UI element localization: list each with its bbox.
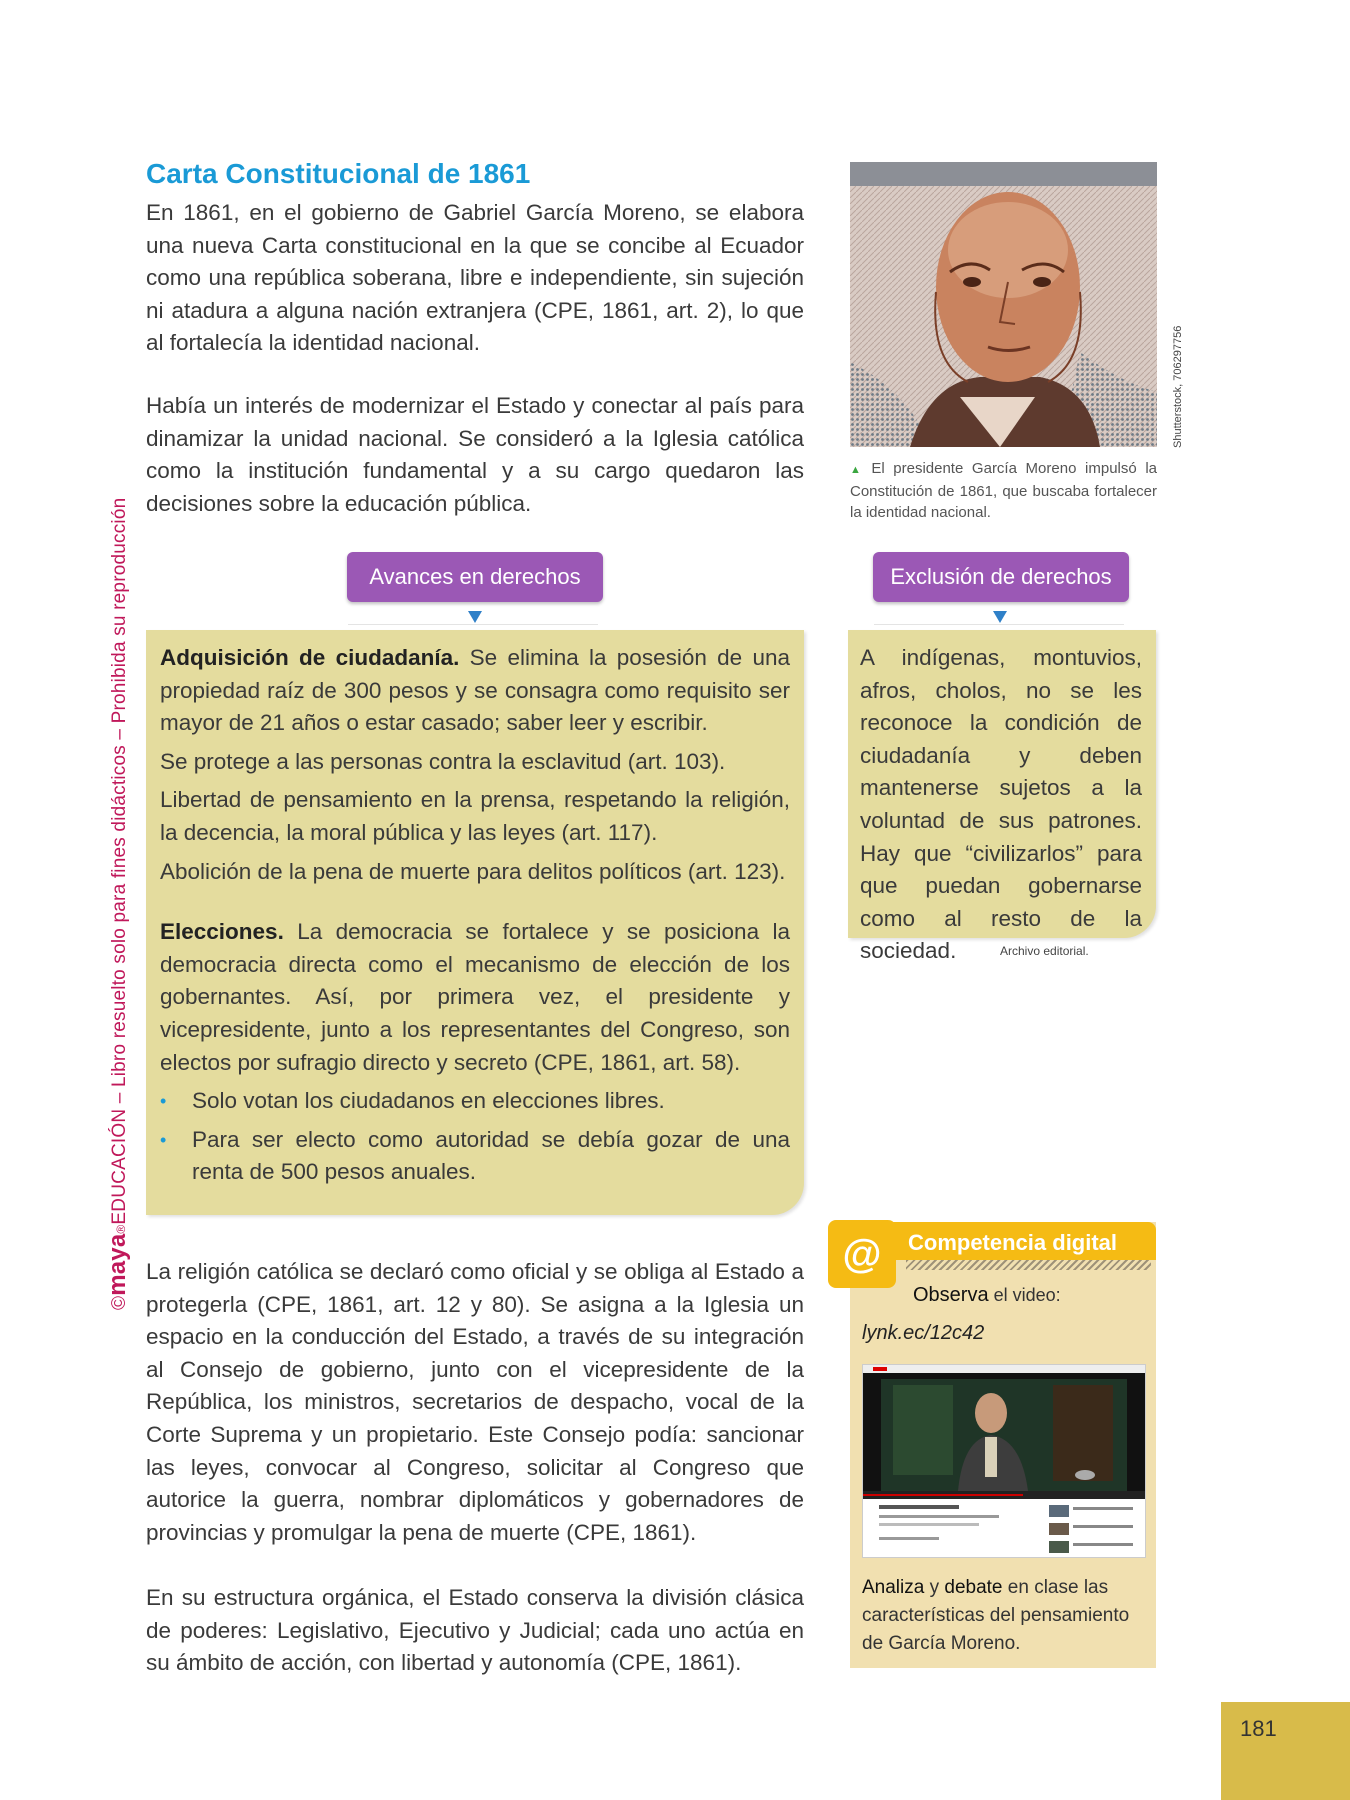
ciudadania-paragraph: [160, 642, 790, 740]
intro-paragraph-1: En 1861, en el gobierno de Gabriel García Moreno, se elabora una nueva Carta constitucional en la que se concibe al Ecuador como una república soberana, libre e independiente, sin sujeción ni atadura a alguna nación extranjera (CPE, 1861, art. 2), lo que al fortalecía la identidad nacional.: [146, 200, 804, 356]
registered-symbol: ®: [114, 1224, 128, 1234]
bullet-text: Para ser electo como autoridad se debía gozar de una renta de 500 pesos anuales.: [192, 1126, 790, 1185]
page-number: 181: [1240, 1716, 1277, 1741]
observe-bold: Observa: [913, 1284, 989, 1306]
debate-bold: debate: [944, 1577, 1003, 1598]
header-hatch: [906, 1260, 1151, 1270]
competencia-digital-title: Competencia digital: [908, 1230, 1118, 1255]
ciudadania-text: Se elimina la posesión de una propiedad raíz de 300 pesos y se consagra como requisito ser mayor de 21 años o estar casado; saber leer y escribir.: [160, 645, 790, 736]
copyright-symbol: ©: [109, 1295, 130, 1310]
sidebar-text: EDUCACIÓN – Libro resuelto solo para fines didácticos – Prohibida su reproducción: [109, 497, 130, 1225]
video-screenshot: [863, 1365, 1145, 1557]
analiza-y: y: [924, 1577, 945, 1598]
at-icon: @: [828, 1220, 896, 1288]
caption-text: El presidente García Moreno impulsó la Constitución de 1861, que buscaba fortalecer la identidad nacional.: [850, 460, 1157, 521]
elecciones-bullet-list: [160, 1085, 790, 1189]
observe-line: [913, 1284, 1061, 1307]
exclusion-label: Exclusión de derechos: [873, 552, 1129, 602]
archivo-credit: Archivo editorial.: [1000, 944, 1089, 958]
avances-arrow-icon: [468, 611, 482, 623]
bullet-icon: •: [160, 1129, 167, 1150]
analiza-bold: Analiza: [862, 1577, 925, 1598]
body-paragraph-1: La religión católica se declaró como oficial y se obliga al Estado a protegerla (CPE, 1861, art. 12 y 80). Se asigna a la Iglesia un espacio en la conducción del Estado, a través de su integración al Consejo de gobierno, junto con el vicepresidente de la República, los ministros, secretarios de despacho, vocal de la Corte Suprema y un propietario. Este Consejo podía: sancionar las leyes, convocar al Congreso, solicitar al Congreso que autorice la guerra, nombrar diplomáticos y gobernadores de provincias y promulgar la pena de muerte (CPE, 1861).: [146, 1259, 804, 1545]
exclusion-divider: [874, 624, 1124, 625]
photo-caption: [850, 458, 1157, 523]
avance-item: Libertad de pensamiento en la prensa, respetando la religión, la decencia, la moral pública y las leyes (art. 117).: [160, 787, 790, 845]
caption-triangle-icon: ▲: [850, 464, 866, 476]
avances-divider: [348, 624, 598, 625]
avances-label: Avances en derechos: [347, 552, 603, 602]
analiza-text: [862, 1574, 1150, 1658]
section-title: Carta Constitucional de 1861: [146, 158, 531, 189]
exclusion-text: A indígenas, montuvios, afros, cholos, no se les reconoce la condición de ciudadanía y deben mantenerse sujetos a la voluntad de sus patrones. Hay que “civilizarlos” para que puedan gobernarse como al resto de la sociedad.: [860, 645, 1142, 964]
elecciones-paragraph: [160, 916, 790, 1079]
body-paragraph-2: En su estructura orgánica, el Estado conserva la división clásica de poderes: Legislativo, Ejecutivo y Judicial; cada uno actúa en su ámbito de acción, con libertad y autonomía (CPE, 1861).: [146, 1585, 804, 1676]
bullet-text: Solo votan los ciudadanos en elecciones libres.: [192, 1088, 665, 1114]
exclusion-arrow-icon: [993, 611, 1007, 623]
analiza-rest: en clase las características del pensamiento de García Moreno.: [862, 1577, 1130, 1654]
video-thumbnail[interactable]: [862, 1364, 1146, 1558]
bullet-item: [160, 1124, 790, 1189]
elecciones-text: La democracia se fortalece y se posiciona la democracia directa como el mecanismo de elección de los gobernantes. Así, por primera vez, el presidente y vicepresidente, junto a los representantes del Congreso, son electos por sufragio directo y secreto (CPE, 1861, art. 58).: [160, 919, 790, 1075]
bullet-item: [160, 1085, 790, 1118]
ciudadania-title: Adquisición de ciudadanía.: [160, 645, 460, 670]
photo-credit: Shutterstock, 706297756: [1172, 325, 1184, 448]
avances-box: [146, 630, 804, 1215]
garcia-moreno-portrait: [850, 162, 1157, 447]
intro-paragraph-2: Había un interés de modernizar el Estado y conectar al país para dinamizar la unidad nacional. Se consideró a la Iglesia católica como la institución fundamental y a su cargo quedaron las decisiones sobre la educación pública.: [146, 393, 804, 516]
portrait-illustration: [850, 162, 1157, 447]
elecciones-title: Elecciones.: [160, 919, 284, 945]
bullet-icon: •: [160, 1091, 167, 1112]
avance-item: Se protege a las personas contra la esclavitud (art. 103).: [160, 748, 726, 774]
video-link[interactable]: lynk.ec/12c42: [862, 1322, 985, 1344]
avance-item: Abolición de la pena de muerte para delitos políticos (art. 123).: [160, 858, 786, 884]
maya-logo: maya: [104, 1233, 131, 1296]
sidebar-copyright-notice: [104, 498, 132, 1310]
observe-rest: el video:: [988, 1285, 1061, 1305]
